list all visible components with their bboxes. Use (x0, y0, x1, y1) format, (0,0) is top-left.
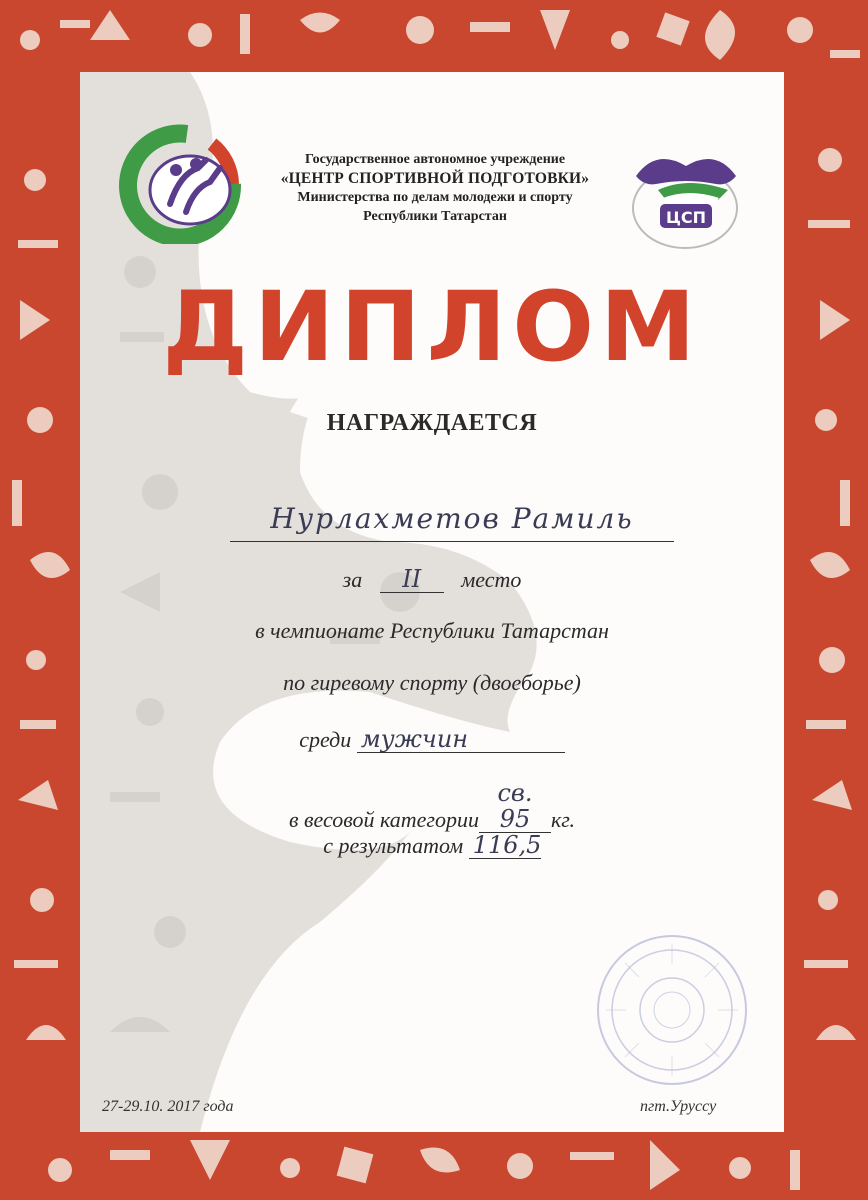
diploma-title: ДИПЛОМ (162, 271, 702, 383)
sport-center-logo (112, 124, 252, 244)
place-value: II (380, 566, 444, 593)
csp-logo (618, 146, 753, 256)
official-stamp (592, 930, 752, 1090)
result-value: 116,5 (469, 832, 541, 859)
recipient-name-line (230, 502, 674, 542)
competition-line-2: по гиревому спорту (двоеборье) (283, 670, 581, 695)
footer-date: 27-29.10. 2017 года (102, 1098, 234, 1115)
recipient-name: Нурлахметов Рамиль (270, 502, 634, 535)
diploma-header (80, 72, 784, 252)
weight-line (80, 780, 784, 833)
among-prefix: среди (299, 727, 352, 752)
competition-line-1: в чемпионате Республики Татарстан (255, 618, 609, 643)
footer-place: пгт.Уруссу (640, 1098, 717, 1115)
awarded-heading: НАГРАЖДАЕТСЯ (326, 410, 538, 436)
org-line-1: Государственное автономное учреждение (304, 152, 566, 167)
place-line (80, 566, 784, 593)
weight-value: св. 95 (479, 780, 551, 833)
weight-prefix: в весовой категории (288, 807, 479, 832)
place-prefix: за (342, 567, 363, 592)
organization-name (255, 150, 615, 226)
result-line (80, 832, 784, 859)
csp-logo-text: ЦСП (666, 208, 706, 227)
among-line (80, 726, 784, 753)
weight-suffix: кг. (550, 807, 576, 832)
org-line-2: «ЦЕНТР СПОРТИВНОЙ ПОДГОТОВКИ» (280, 170, 590, 187)
place-suffix: место (461, 567, 522, 592)
org-line-4: Республики Татарстан (363, 209, 507, 224)
csp-emblem-icon (618, 146, 753, 256)
org-line-3: Министерства по делам молодежи и спорту (297, 190, 573, 205)
diploma-sheet (80, 72, 784, 1132)
among-value: мужчин (357, 726, 565, 753)
result-prefix: с результатом (323, 833, 464, 858)
